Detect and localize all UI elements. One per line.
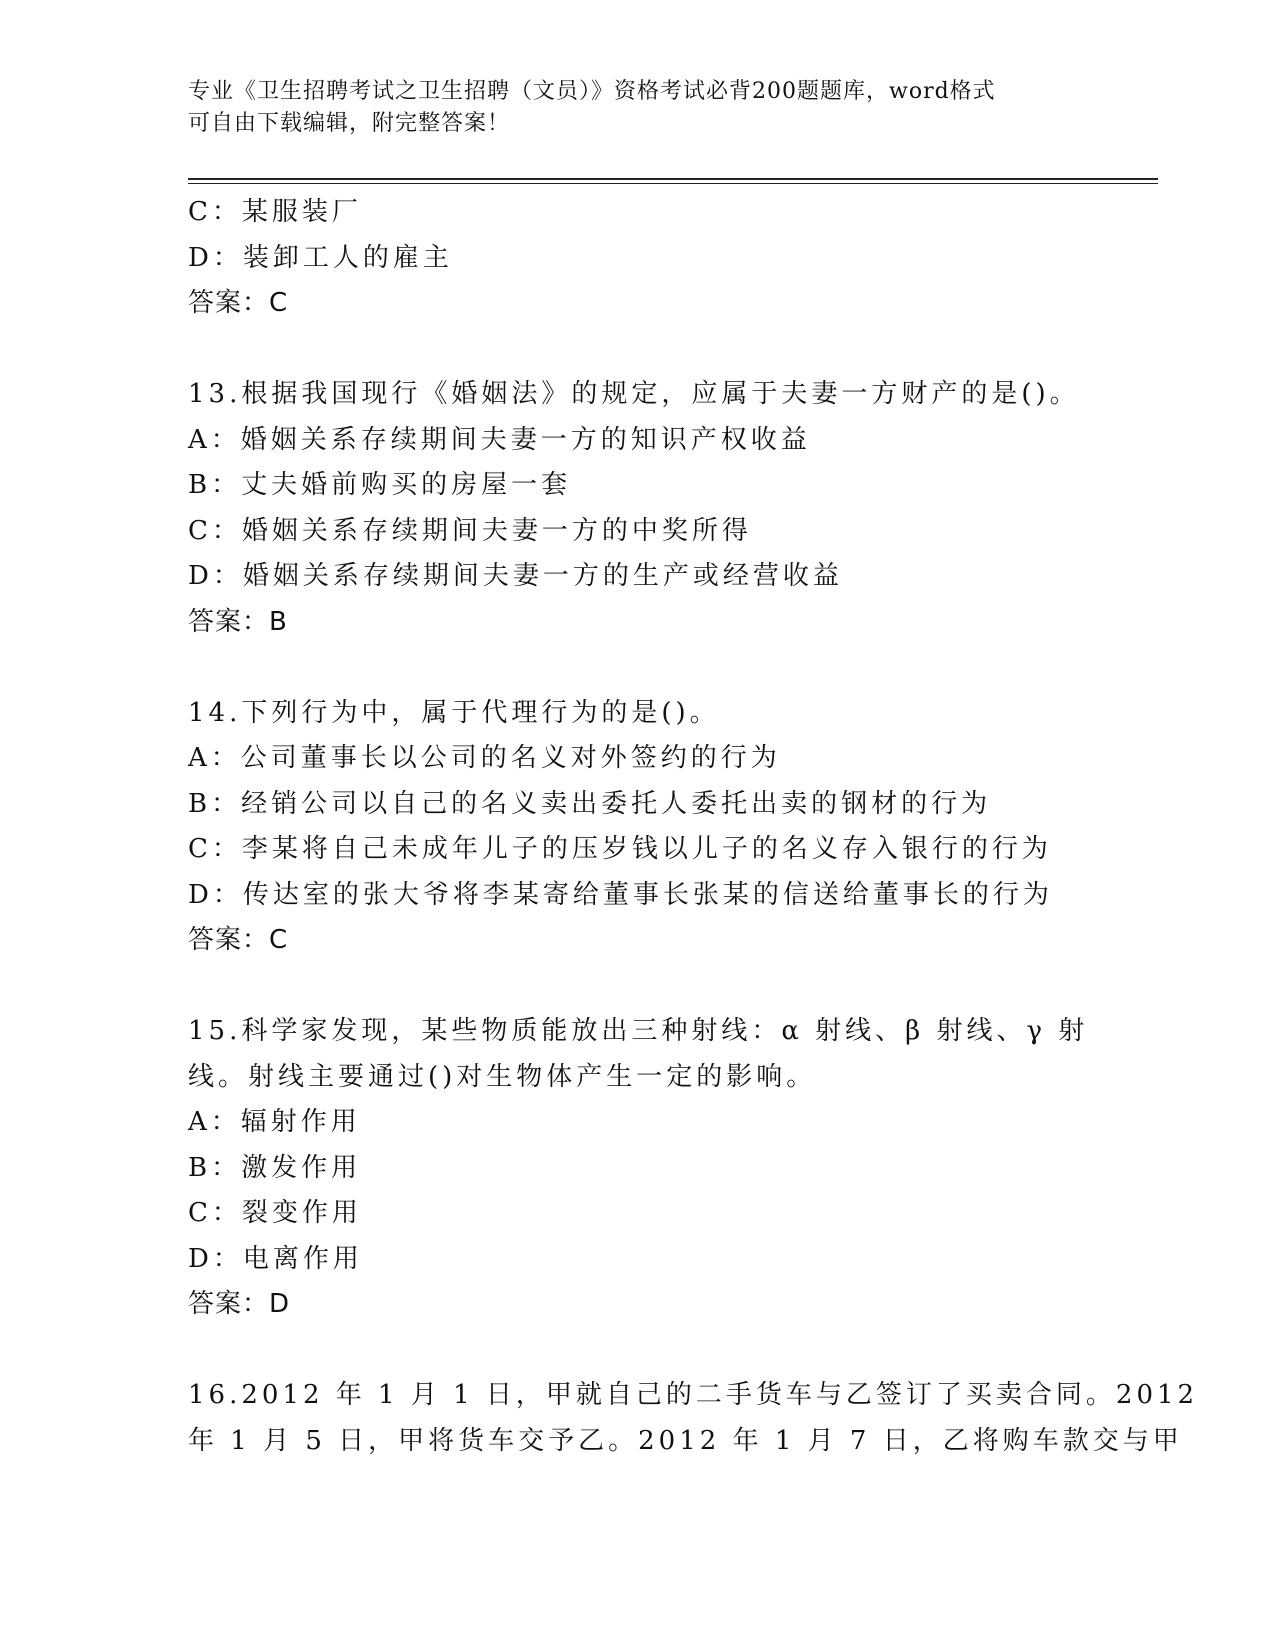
option-b: B：激发作用 bbox=[188, 1152, 362, 1183]
question-stem-line-1: 15.科学家发现，某些物质能放出三种射线：α 射线、β 射线、γ 射 bbox=[188, 1016, 1089, 1046]
option-d: D：电离作用 bbox=[188, 1243, 363, 1274]
answer: 答案：C bbox=[188, 925, 289, 955]
option-b: B：丈夫婚前购买的房屋一套 bbox=[188, 470, 572, 500]
option-c: C：某服装厂 bbox=[188, 197, 362, 227]
option-a: A：婚姻关系存续期间夫妻一方的知识产权收益 bbox=[188, 424, 811, 455]
spacer bbox=[188, 327, 1088, 373]
option-c: C：婚姻关系存续期间夫妻一方的中奖所得 bbox=[188, 515, 752, 546]
option-c: C：李某将自己未成年儿子的压岁钱以儿子的名义存入银行的行为 bbox=[188, 834, 1052, 864]
question-13 bbox=[188, 372, 1088, 645]
option-a: A：公司董事长以公司的名义对外签约的行为 bbox=[188, 743, 781, 773]
document-header bbox=[188, 76, 1088, 140]
header-title-line-2: 可自由下载编辑，附完整答案！ bbox=[188, 111, 511, 136]
answer: 答案：C bbox=[188, 288, 289, 318]
question-stem-line-2: 年 1 月 5 日，甲将货车交予乙。2012 年 1 月 7 日，乙将购车款交与甲 bbox=[188, 1425, 1183, 1456]
option-d: D：婚姻关系存续期间夫妻一方的生产或经营收益 bbox=[188, 561, 843, 591]
question-stem: 14.下列行为中，属于代理行为的是()。 bbox=[188, 697, 720, 728]
document-body bbox=[188, 190, 1199, 1464]
option-d: D：传达室的张大爷将李某寄给董事长张某的信送给董事长的行为 bbox=[188, 879, 1053, 910]
header-title-line-1: 专业《卫生招聘考试之卫生招聘（文员）》资格考试必背200题题库，word格式 bbox=[188, 79, 996, 104]
previous-question-tail bbox=[188, 190, 1088, 327]
question-16 bbox=[188, 1373, 1199, 1464]
question-14 bbox=[188, 691, 1088, 964]
answer: 答案：D bbox=[188, 1289, 291, 1319]
question-stem: 13.根据我国现行《婚姻法》的规定，应属于夫妻一方财产的是()。 bbox=[188, 379, 1080, 409]
option-a: A：辐射作用 bbox=[188, 1107, 361, 1137]
spacer bbox=[188, 1328, 1088, 1374]
answer: 答案：B bbox=[188, 606, 288, 637]
option-b: B：经销公司以自己的名义卖出委托人委托出卖的钢材的行为 bbox=[188, 788, 992, 819]
spacer bbox=[188, 964, 1088, 1010]
question-stem-line-1: 16.2012 年 1 月 1 日，甲就自己的二手货车与乙签订了买卖合同。2012 bbox=[188, 1380, 1199, 1410]
spacer bbox=[188, 645, 1088, 691]
option-c: C：裂变作用 bbox=[188, 1198, 362, 1228]
option-d: D：装卸工人的雇主 bbox=[188, 242, 453, 273]
header-divider bbox=[188, 178, 1158, 184]
question-stem-line-2: 线。射线主要通过()对生物体产生一定的影响。 bbox=[188, 1061, 817, 1092]
question-15 bbox=[188, 1009, 1088, 1328]
